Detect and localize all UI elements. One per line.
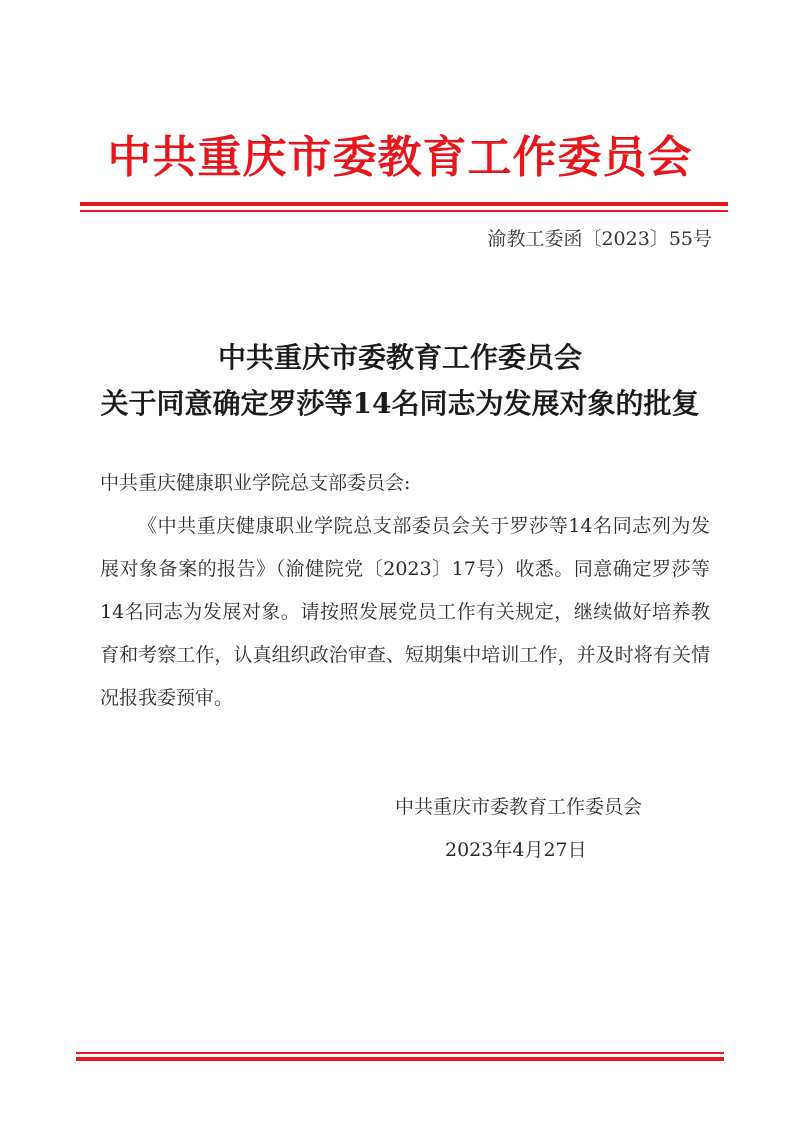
document-body (100, 462, 710, 720)
letterhead-title: 中共重庆市委教育工作委员会 (107, 132, 693, 183)
document-title-line-1: 中共重庆市委教育工作委员会 (217, 341, 582, 374)
issuer-name: 中共重庆市委教育工作委员会 (395, 796, 643, 818)
document-title (0, 335, 800, 427)
document-number: 渝教工委函〔2023〕55号 (487, 228, 712, 250)
footer-rule-thin (76, 1052, 724, 1054)
document-title-line-2: 关于同意确定罗莎等14名同志为发展对象的批复 (100, 387, 700, 420)
letterhead-rule-thin (80, 210, 728, 212)
letterhead-rule-thick (80, 202, 728, 206)
body-paragraph: 《中共重庆健康职业学院总支部委员会关于罗莎等14名同志列为发展对象备案的报告》（渝健院党〔2023〕17号）收悉。同意确定罗莎等14名同志为发展对象。请按照发展党员工作有关规定，继续做好培养教育和考察工作，认真组织政治审查、短期集中培训工作，并及时将有关情况报我委预审。 (100, 515, 710, 709)
issue-date: 2023年4月27日 (445, 839, 587, 861)
signature-block (395, 786, 642, 872)
recipient-line: 中共重庆健康职业学院总支部委员会: (100, 472, 411, 494)
footer-rule-thick (76, 1057, 724, 1061)
